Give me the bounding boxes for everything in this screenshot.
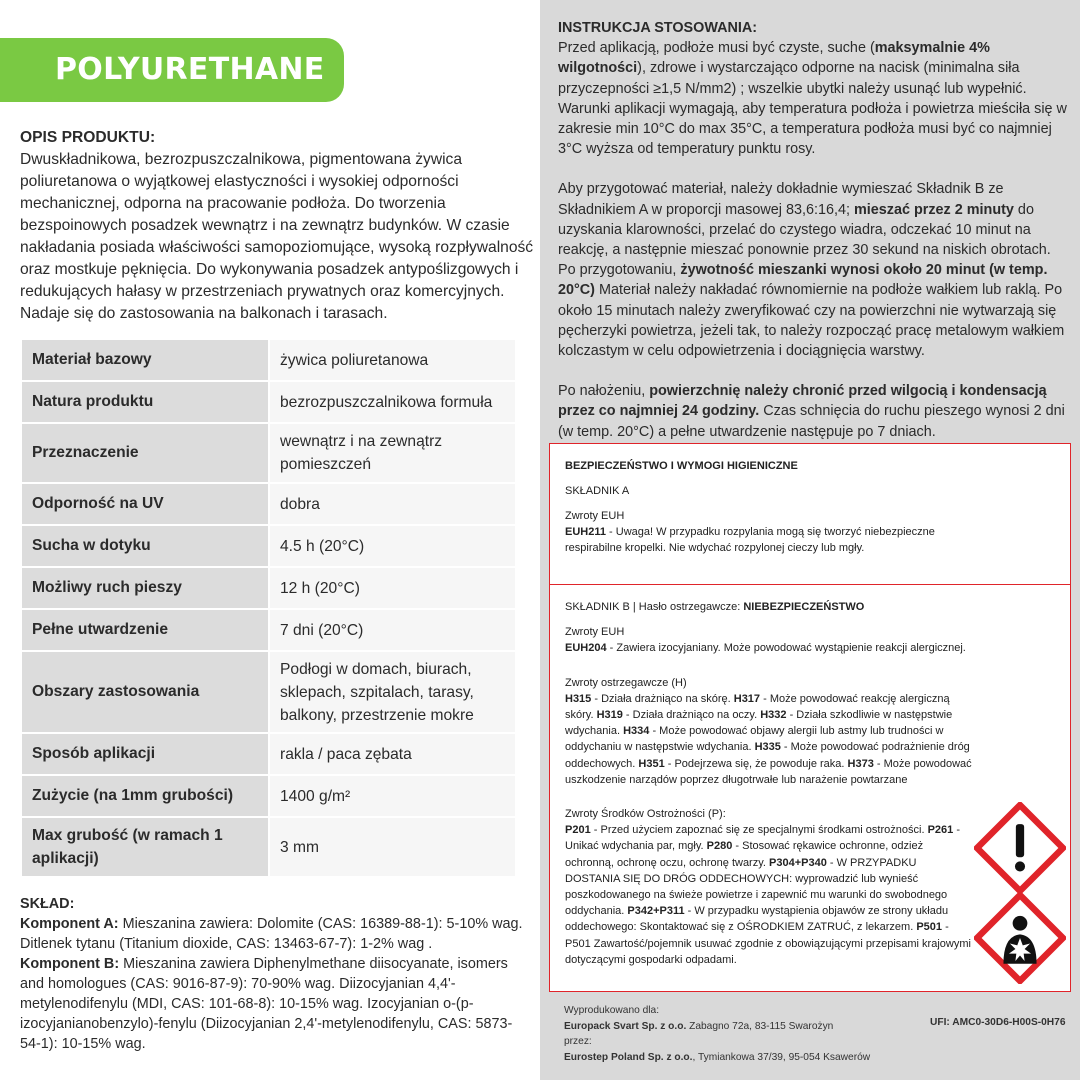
spec-value: Podłogi w domach, biurach, sklepach, szpitalach, tarasy, balkony, przestrzenie mokre	[269, 651, 516, 733]
text: Materiał należy nakładać równomiernie na podłoże wałkiem lub raklą. Po około 15 minutach należy zweryfikować czy na powierzchni nie wytwarzają się pęcherzyki powietrza, jeżeli tak, to należy rozpocząć pracę metalowym wałkiem kolczastym w celu odpowietrzenia i dociągnięcia warstwy.	[558, 282, 1065, 360]
signal-word: NIEBEZPIECZEŃSTWO	[743, 601, 865, 613]
p-code: P304+P340	[769, 856, 827, 869]
spec-label: Materiał bazowy	[21, 339, 269, 381]
table-row	[21, 381, 516, 423]
p-text: - Przed użyciem zapoznać się ze specjalnymi środkami ostrożności.	[590, 824, 928, 837]
by-label: przez:	[564, 1036, 592, 1047]
component-b	[20, 954, 530, 1054]
spec-label: Obszary zastosowania	[21, 651, 269, 733]
safety-divider	[550, 584, 1070, 585]
p-text: - Stosować rękawice ochronne, odzież ochronną, ochronę oczu, ochronę twarzy.	[565, 840, 924, 869]
spec-value: 12 h (20°C)	[269, 567, 516, 609]
h-code: H351	[638, 757, 665, 770]
component-a-label: Komponent A:	[20, 916, 119, 932]
table-row	[21, 483, 516, 525]
text: Aby przygotować materiał, należy dokładnie wymieszać Składnik B ze Składnikiem A w proporcji masowej 83,6:16,4;	[558, 181, 1004, 218]
text: Czas schnięcia do ruchu pieszego wynosi 2 dni (w temp. 20°C) a pełne utwardzenie następuje po 7 dniach.	[558, 403, 1065, 440]
exclamation-mark-icon	[974, 802, 1066, 894]
component-b-text: Mieszanina zawiera Diphenylmethane diisocyanate, isomers and homologues (CAS: 9016-87-9): 70-90% wag. Diizocyjanian 4,4'-metylenodifenylu (MDI, CAS: 101-68-8): 10-15% wag. Izocyjanian o-(p-izocyjanianobenzylo)-fenylu (Diizocyjanian 2,4'-metylenodifenylu, CAS: 5873-54-1): 10-15% wag.	[20, 956, 513, 1052]
table-row	[21, 775, 516, 817]
spec-label: Natura produktu	[21, 381, 269, 423]
composition	[20, 894, 530, 1054]
spec-label: Sposób aplikacji	[21, 733, 269, 775]
p-text: - P501 Zawartość/pojemnik usuwać zgodnie z obowiązującymi przepisami krajowymi dotyczącymi gospodarki odpadami.	[565, 921, 971, 966]
table-row	[21, 651, 516, 733]
component-a	[20, 914, 530, 954]
text: Przed aplikacją, podłoże musi być czyste, suche (	[558, 40, 875, 57]
component-b-title	[565, 599, 973, 615]
component-b-label: Komponent B:	[20, 956, 120, 972]
p-text: - W PRZYPADKU DOSTANIA SIĘ DO DRÓG ODDECHOWYCH: wyprowadzić lub wynieść poszkodowanego na świeże powietrze i zapewnić mu warunki do swobodnego oddychania.	[565, 856, 948, 918]
h-code: H319	[596, 709, 623, 722]
h-text: - Może powodować podrażnienie dróg oddechowych.	[565, 741, 970, 770]
producer-line	[564, 1050, 1069, 1066]
safety-component-b	[565, 599, 973, 968]
p-code: P501	[916, 921, 943, 934]
p-text: - Unikać wdychania par, mgły.	[565, 824, 960, 853]
spec-value: wewnątrz i na zewnątrz pomieszczeń	[269, 423, 516, 483]
h-statements-label: Zwroty ostrzegawcze (H)	[565, 676, 687, 689]
table-row	[21, 733, 516, 775]
euh-label: Zwroty EUH	[565, 510, 625, 522]
table-row	[21, 817, 516, 877]
title-banner	[0, 38, 344, 102]
h-code: H335	[754, 741, 781, 754]
made-for-label: Wyprodukowano dla:	[564, 1005, 660, 1016]
euh-statement	[565, 524, 965, 556]
spec-value: 7 dni (20°C)	[269, 609, 516, 651]
p-statements	[565, 822, 973, 968]
spec-value: bezrozpuszczalnikowa formuła	[269, 381, 516, 423]
spec-value: dobra	[269, 483, 516, 525]
safety-component-a	[565, 458, 965, 556]
spec-label: Max grubość (w ramach 1 aplikacji)	[21, 817, 269, 877]
h-text: - Działa drażniąco na skórę.	[591, 692, 734, 705]
instructions-paragraph-2	[558, 179, 1068, 361]
spec-value: 4.5 h (20°C)	[269, 525, 516, 567]
table-row	[21, 525, 516, 567]
manufacturer-info	[564, 1003, 1069, 1065]
text: SKŁADNIK B | Hasło ostrzegawcze:	[565, 601, 744, 613]
health-hazard-icon	[974, 892, 1066, 984]
euh-text: - Zawiera izocyjaniany. Może powodować wystąpienie reakcji alergicznej.	[606, 642, 966, 655]
h-text: - Może powodować objawy alergii lub astmy lub trudności w oddychaniu w następstwie wdychania.	[565, 725, 944, 754]
p-text: - W przypadku wystąpienia objawów ze strony układu oddechowego: Skontaktować się z OŚRODKIEM ZATRUĆ, z lekarzem.	[565, 905, 949, 934]
h-text: - Podejrzewa się, że powoduje raka.	[664, 757, 848, 770]
spec-value: rakla / paca zębata	[269, 733, 516, 775]
safety-heading: BEZPIECZEŃSTWO I WYMOGI HIGIENICZNE	[565, 460, 798, 472]
company-name: Europack Svart Sp. z o.o.	[564, 1020, 687, 1032]
h-text: - Może powodować uszkodzenie narządów poprzez długotrwałe lub narażenie powtarzane	[565, 757, 972, 786]
h-code: H334	[623, 725, 650, 738]
product-description	[20, 127, 535, 325]
spec-label: Odporność na UV	[21, 483, 269, 525]
spec-label: Przeznaczenie	[21, 423, 269, 483]
text: Po nałożeniu,	[558, 383, 650, 400]
table-row	[21, 339, 516, 381]
spec-value: 3 mm	[269, 817, 516, 877]
p-code: P201	[565, 824, 591, 837]
emphasis: maksymalnie 4% wilgotności	[558, 40, 990, 77]
company-name: Eurostep Poland Sp. z o.o.	[564, 1051, 693, 1063]
instructions-paragraph-1	[558, 38, 1068, 159]
spec-value: 1400 g/m²	[269, 775, 516, 817]
p-code: P261	[927, 824, 954, 837]
h-code: H373	[847, 757, 874, 770]
euh-text: - Uwaga! W przypadku rozpylania mogą się tworzyć niebezpieczne respirabilne kropelki. Nie wdychać rozpylonej cieczy lub mgły.	[565, 526, 935, 554]
h-text: - Działa drażniąco na oczy.	[622, 709, 761, 722]
company-address: , Tymiankowa 37/39, 95-054 Ksawerów	[692, 1051, 871, 1063]
description-heading: OPIS PRODUKTU:	[20, 129, 156, 146]
table-row	[21, 567, 516, 609]
p-code: P342+P311	[627, 905, 685, 918]
text: ), zdrowe i wystarczająco odporne na nacisk (minimalna siła przyczepności ≥1,5 N/mm2) ; wszelkie ubytki należy usunąć lub wypełnić. Warunki aplikacji wymagają, aby temperatura podłoża i powietrza mieściła się w zakresie min 10°C do max 35°C, a temperatura podłoża musi być co najmniej 3°C wyższa od temperatury punktu rosy.	[558, 60, 1067, 158]
euh-label: Zwroty EUH	[565, 626, 625, 639]
p-code: P280	[706, 840, 733, 853]
instructions	[558, 18, 1068, 442]
h-code: H315	[565, 692, 592, 705]
spec-label: Pełne utwardzenie	[21, 609, 269, 651]
spec-value: żywica poliuretanowa	[269, 339, 516, 381]
p-statements-label: Zwroty Środków Ostrożności (P):	[565, 808, 726, 821]
h-text: - Działa szkodliwie w następstwie wdychania.	[565, 709, 953, 738]
product-title: POLYURETHANE	[55, 52, 325, 87]
spec-label: Zużycie (na 1mm grubości)	[21, 775, 269, 817]
spec-label: Możliwy ruch pieszy	[21, 567, 269, 609]
instructions-paragraph-3	[558, 381, 1068, 442]
h-code: H332	[760, 709, 787, 722]
spec-table	[20, 338, 517, 878]
company-address: Zabagno 72a, 83-115 Swarożyn	[686, 1020, 834, 1032]
h-code: H317	[733, 692, 761, 705]
spec-label: Sucha w dotyku	[21, 525, 269, 567]
safety-box	[549, 443, 1071, 992]
ufi-code: UFI: AMC0-30D6-H00S-0H76	[930, 1017, 1066, 1028]
euh-statement	[565, 640, 973, 656]
h-text: - Może powodować reakcję alergiczną skóry.	[565, 692, 950, 722]
text: do uzyskania klarowności, przelać do czystego wiadra, odczekać 10 minut na reakcję, a następnie mieszać ponownie przez 30 sekund na niskich obrotach. Po przygotowaniu,	[558, 201, 1051, 279]
emphasis: żywotność mieszanki wynosi około 20 minut (w temp. 20°C)	[558, 262, 1048, 299]
composition-heading: SKŁAD:	[20, 896, 75, 912]
instructions-heading: INSTRUKCJA STOSOWANIA:	[558, 20, 758, 36]
h-statements	[565, 691, 973, 788]
table-row	[21, 423, 516, 483]
component-a-text: Mieszanina zawiera: Dolomite (CAS: 16389-88-1): 5-10% wag. Ditlenek tytanu (Titanium dioxide, CAS: 13463-67-7): 1-2% wag .	[20, 916, 523, 952]
component-a-title: SKŁADNIK A	[565, 485, 630, 497]
euh-code: EUH204	[565, 642, 607, 655]
table-row	[21, 609, 516, 651]
description-text: Dwuskładnikowa, bezrozpuszczalnikowa, pigmentowana żywica poliuretanowa o wyjątkowej elastyczności i wysokiej odporności mechanicznej, odporna na pracowanie podłoża. Do tworzenia bezspoinowych posadzek wewnątrz i na zewnątrz budynków. W czasie nakładania posiada właściwości samopoziomujące, wysoką rozpływalność oraz mostkuje pęknięcia. Do wykonywania posadzek antypoślizgowych i redukujących hałasy w przestrzeniach prywatnych oraz komercyjnych. Nadaje się do zastosowania na balkonach i tarasach.	[20, 151, 534, 322]
euh-code: EUH211	[565, 526, 606, 538]
emphasis: mieszać przez 2 minuty	[853, 201, 1014, 218]
emphasis: powierzchnię należy chronić przed wilgocią i kondensacją przez co najmniej 24 godziny.	[558, 383, 1047, 420]
